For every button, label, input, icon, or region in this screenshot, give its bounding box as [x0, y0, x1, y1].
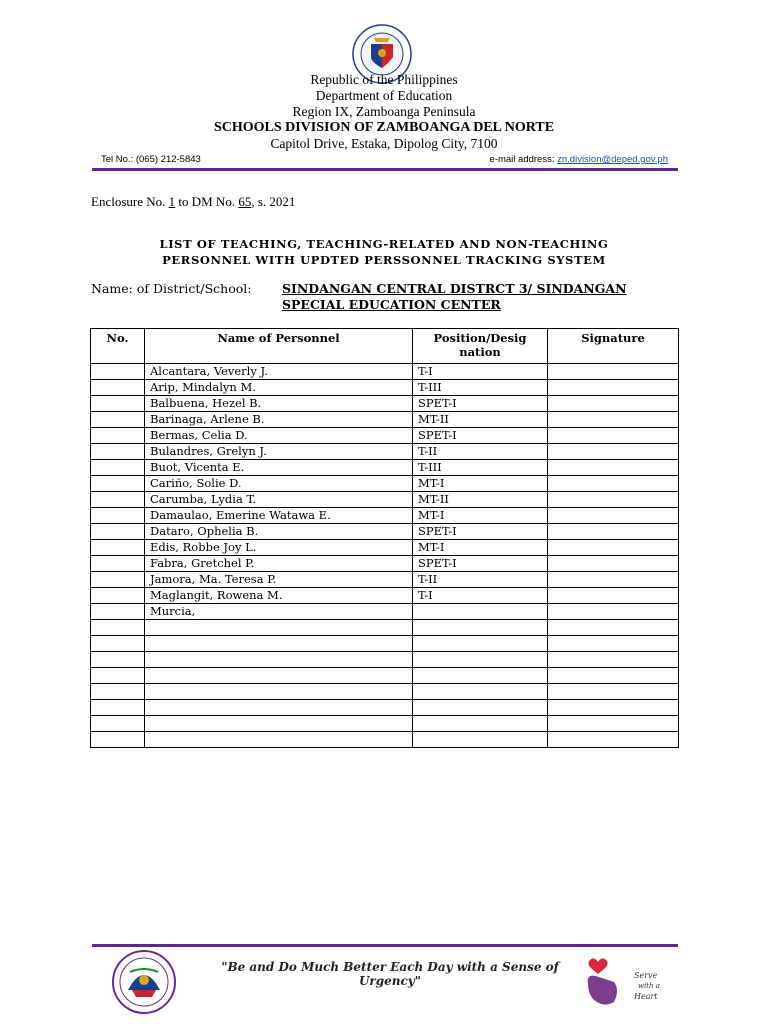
cell-signature	[548, 556, 679, 572]
cell-position	[413, 604, 548, 620]
heart-text-2: with a	[638, 982, 660, 990]
heart-text-3: Heart	[634, 992, 658, 1001]
enclosure-prefix: Enclosure No.	[91, 194, 169, 209]
table-row	[91, 364, 679, 380]
table-header-row	[91, 329, 679, 364]
cell-no	[91, 716, 145, 732]
cell-position: MT-II	[413, 492, 548, 508]
cell-name: Alcantara, Veverly J.	[145, 364, 413, 380]
table-body	[91, 364, 679, 748]
telephone-number: Tel No.: (065) 212-5843	[101, 154, 201, 165]
cell-name: Maglangit, Rowena M.	[145, 588, 413, 604]
letterhead-line-division: SCHOOLS DIVISION OF ZAMBOANGA DEL NORTE	[213, 120, 555, 135]
cell-position	[413, 652, 548, 668]
dm-number: 65	[238, 194, 252, 209]
cell-signature	[548, 476, 679, 492]
email-line	[490, 154, 668, 165]
table-row	[91, 652, 679, 668]
cell-position: T-III	[413, 380, 548, 396]
cell-no	[91, 460, 145, 476]
cell-no	[91, 540, 145, 556]
email-label: e-mail address:	[489, 154, 558, 165]
cell-no	[91, 396, 145, 412]
letterhead-line-address: Capitol Drive, Estaka, Dipolog City, 7100	[270, 136, 498, 151]
cell-name	[145, 732, 413, 748]
cell-signature	[548, 588, 679, 604]
table-row	[91, 572, 679, 588]
cell-signature	[548, 492, 679, 508]
document-title	[0, 236, 768, 268]
cell-signature	[548, 732, 679, 748]
header-no: No.	[91, 329, 145, 364]
cell-signature	[548, 684, 679, 700]
cell-signature	[548, 380, 679, 396]
cell-signature	[548, 716, 679, 732]
table-row	[91, 636, 679, 652]
heart-text-1: Serve	[634, 971, 658, 980]
cell-name: Arip, Mindalyn M.	[145, 380, 413, 396]
cell-position: MT-I	[413, 476, 548, 492]
cell-signature	[548, 364, 679, 380]
cell-position: SPET-I	[413, 428, 548, 444]
cell-no	[91, 588, 145, 604]
table-row	[91, 716, 679, 732]
cell-signature	[548, 444, 679, 460]
enclosure-number: 1	[168, 194, 176, 209]
table-row	[91, 524, 679, 540]
cell-name: Buot, Vicenta E.	[145, 460, 413, 476]
table-row	[91, 428, 679, 444]
cell-signature	[548, 508, 679, 524]
cell-signature	[548, 668, 679, 684]
cell-position: T-III	[413, 460, 548, 476]
letterhead	[0, 72, 768, 152]
table-row	[91, 476, 679, 492]
cell-position: MT-II	[413, 412, 548, 428]
cell-name: Murcia,	[145, 604, 413, 620]
letterhead-line-region: Region IX, Zamboanga Peninsula	[292, 104, 476, 119]
cell-no	[91, 492, 145, 508]
cell-name: Edis, Robbe Joy L.	[145, 540, 413, 556]
cell-name: Fabra, Gretchel P.	[145, 556, 413, 572]
district-value	[282, 281, 672, 313]
cell-position	[413, 716, 548, 732]
cell-position: T-I	[413, 588, 548, 604]
table-row	[91, 540, 679, 556]
header-position: Position/Desig nation	[413, 329, 548, 364]
cell-name: Dataro, Ophelia B.	[145, 524, 413, 540]
cell-position: SPET-I	[413, 396, 548, 412]
table-row	[91, 492, 679, 508]
table-row	[91, 556, 679, 572]
cell-signature	[548, 428, 679, 444]
cell-no	[91, 364, 145, 380]
serve-with-heart-icon	[580, 954, 670, 1010]
table-row	[91, 668, 679, 684]
cell-position	[413, 636, 548, 652]
cell-signature	[548, 540, 679, 556]
cell-name: Cariño, Solie D.	[145, 476, 413, 492]
cell-signature	[548, 412, 679, 428]
table-row	[91, 588, 679, 604]
cell-no	[91, 380, 145, 396]
cell-no	[91, 636, 145, 652]
title-line-1: LIST OF TEACHING, TEACHING-RELATED AND NON-TEACHING	[159, 237, 609, 251]
cell-signature	[548, 396, 679, 412]
cell-position: SPET-I	[413, 556, 548, 572]
district-value-line-1: SINDANGAN CENTRAL DISTRCT 3/ SINDANGAN	[282, 281, 627, 296]
enclosure-suffix: , s. 2021	[251, 194, 296, 209]
cell-position: MT-I	[413, 508, 548, 524]
cell-no	[91, 732, 145, 748]
cell-name: Barinaga, Arlene B.	[145, 412, 413, 428]
cell-position: T-I	[413, 364, 548, 380]
cell-no	[91, 428, 145, 444]
cell-signature	[548, 700, 679, 716]
cell-signature	[548, 620, 679, 636]
cell-no	[91, 604, 145, 620]
cell-position	[413, 732, 548, 748]
cell-position	[413, 700, 548, 716]
table-row	[91, 620, 679, 636]
cell-signature	[548, 460, 679, 476]
email-link[interactable]: zn.division@deped.gov.ph	[557, 154, 668, 165]
cell-position: SPET-I	[413, 524, 548, 540]
cell-name: Bermas, Celia D.	[145, 428, 413, 444]
cell-name	[145, 668, 413, 684]
cell-no	[91, 524, 145, 540]
cell-signature	[548, 636, 679, 652]
title-line-2: PERSONNEL WITH UPDTED PERSSONNEL TRACKING SYSTEM	[162, 253, 606, 267]
table-row	[91, 732, 679, 748]
cell-position	[413, 684, 548, 700]
district-value-line-2: SPECIAL EDUCATION CENTER	[282, 297, 501, 312]
table-row	[91, 508, 679, 524]
cell-no	[91, 700, 145, 716]
footer-motto: "Be and Do Much Better Each Day with a Sense of Urgency"	[221, 960, 559, 988]
table-row	[91, 380, 679, 396]
cell-no	[91, 508, 145, 524]
cell-signature	[548, 652, 679, 668]
cell-name	[145, 700, 413, 716]
cell-position	[413, 668, 548, 684]
cell-signature	[548, 572, 679, 588]
cell-no	[91, 652, 145, 668]
table-row	[91, 684, 679, 700]
table-row	[91, 412, 679, 428]
letterhead-line-republic: Republic of the Philippines	[310, 72, 458, 87]
table-row	[91, 460, 679, 476]
enclosure-reference	[91, 194, 295, 210]
footer-divider	[92, 944, 678, 947]
table-row	[91, 396, 679, 412]
cell-position: T-II	[413, 572, 548, 588]
cell-name: Jamora, Ma. Teresa P.	[145, 572, 413, 588]
header-signature: Signature	[548, 329, 679, 364]
table-row	[91, 444, 679, 460]
cell-no	[91, 556, 145, 572]
cell-position	[413, 620, 548, 636]
header-name: Name of Personnel	[145, 329, 413, 364]
cell-name	[145, 636, 413, 652]
cell-name: Carumba, Lydia T.	[145, 492, 413, 508]
cell-signature	[548, 524, 679, 540]
cell-no	[91, 412, 145, 428]
cell-no	[91, 476, 145, 492]
header-divider	[92, 168, 678, 171]
cell-position: MT-I	[413, 540, 548, 556]
personnel-table	[90, 328, 679, 748]
cell-name: Damaulao, Emerine Watawa E.	[145, 508, 413, 524]
cell-no	[91, 668, 145, 684]
cell-no	[91, 684, 145, 700]
table-row	[91, 604, 679, 620]
cell-no	[91, 444, 145, 460]
cell-name: Bulandres, Grelyn J.	[145, 444, 413, 460]
division-seal-icon	[112, 950, 176, 1014]
cell-name	[145, 652, 413, 668]
enclosure-middle: to DM No.	[175, 194, 239, 209]
cell-no	[91, 620, 145, 636]
letterhead-line-department: Department of Education	[315, 88, 453, 103]
cell-name	[145, 620, 413, 636]
cell-name	[145, 716, 413, 732]
cell-name	[145, 684, 413, 700]
district-label: Name: of District/School:	[91, 281, 252, 296]
cell-no	[91, 572, 145, 588]
cell-position: T-II	[413, 444, 548, 460]
table-row	[91, 700, 679, 716]
cell-signature	[548, 604, 679, 620]
cell-name: Balbuena, Hezel B.	[145, 396, 413, 412]
